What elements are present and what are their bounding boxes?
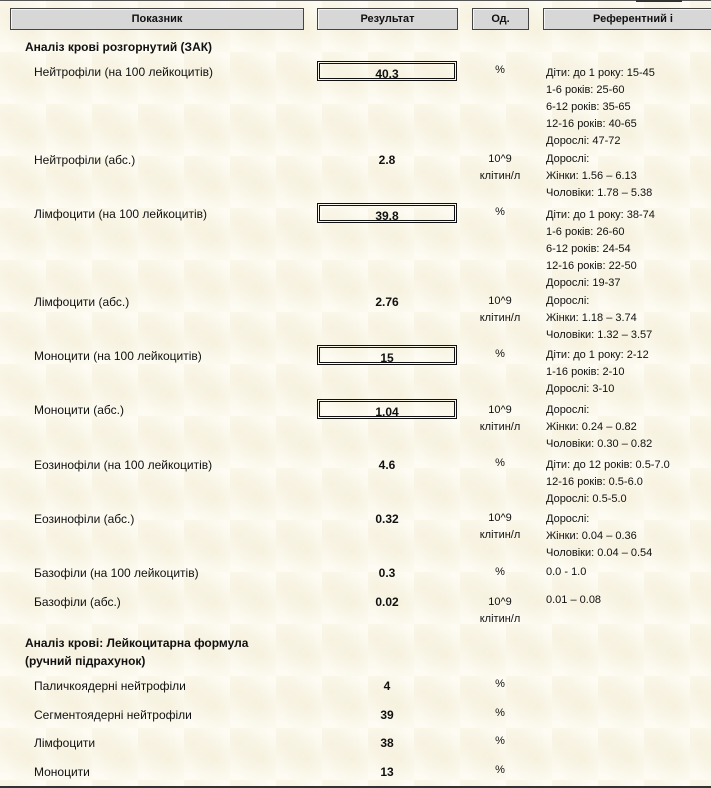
row-unit: 10^9 клітин/л — [479, 512, 521, 541]
section-title-cbc: Аналіз крові розгорнутий (ЗАК) — [25, 40, 213, 54]
header-reference[interactable]: Референтний і — [543, 8, 711, 30]
row-reference: Дорослі: Жінки: 0.04 – 0.36 Чоловіки: 0.04 – 0.54 — [546, 513, 653, 559]
row-reference: Дорослі: Жінки: 1.18 – 3.74 Чоловіки: 1.32 – 3.57 — [546, 295, 653, 341]
row-reference: Діти: до 1 року: 15-45 1-6 років: 25-60 6-12 років: 35-65 12-16 років: 40-65 Дорослі: 47-72 — [546, 67, 655, 147]
row-unit: % — [495, 566, 505, 578]
row-unit: % — [495, 707, 505, 719]
header-result[interactable]: Результат — [317, 8, 458, 30]
top-divider — [0, 0, 711, 1]
row-reference: Діти: до 12 років: 0.5-7.0 12-16 років: 0.5-6.0 Дорослі: 0.5-5.0 — [546, 459, 670, 505]
row-value: 39.8 — [317, 203, 457, 223]
row-unit: % — [495, 206, 505, 218]
row-unit: % — [495, 457, 505, 469]
row-reference: Дорослі: Жінки: 1.56 – 6.13 Чоловіки: 1.78 – 5.38 — [546, 153, 653, 199]
row-unit: % — [495, 678, 505, 690]
row-value: 0.02 — [375, 595, 399, 609]
row-name: Нейтрофіли (абс.) — [34, 153, 136, 167]
row-name: Базофіли (абс.) — [34, 595, 121, 609]
row-unit: 10^9 клітин/л — [479, 596, 521, 625]
row-unit: % — [495, 64, 505, 76]
row-name: Еозинофіли (абс.) — [34, 512, 135, 526]
row-name: Сегментоядерні нейтрофіли — [34, 708, 192, 722]
header-indicator[interactable]: Показник — [10, 8, 304, 30]
row-name: Моноцити (на 100 лейкоцитів) — [34, 349, 202, 363]
row-value: 2.76 — [375, 295, 399, 309]
row-name: Лімфоцити — [34, 736, 96, 750]
row-value: 40.3 — [317, 61, 457, 81]
row-value: 4 — [383, 679, 391, 693]
row-name: Лімфоцити (на 100 лейкоцитів) — [34, 207, 207, 221]
row-unit: 10^9 клітин/л — [479, 153, 521, 182]
row-name: Моноцити — [34, 765, 90, 779]
row-unit: % — [495, 764, 505, 776]
row-value: 2.8 — [378, 153, 396, 167]
row-reference: Дорослі: Жінки: 0.24 – 0.82 Чоловіки: 0.30 – 0.82 — [546, 404, 653, 450]
header-unit[interactable]: Од. — [472, 8, 529, 30]
row-unit: 10^9 клітин/л — [479, 404, 521, 433]
row-value: 4.6 — [378, 458, 396, 472]
row-name: Еозинофіли (на 100 лейкоцитів) — [34, 458, 213, 472]
row-reference: Діти: до 1 року: 38-74 1-6 років: 26-60 6-12 років: 24-54 12-16 років: 22-50 Дорослі: 19-37 — [546, 209, 655, 289]
row-reference: 0.01 – 0.08 — [546, 594, 602, 606]
section-title-leukocyte-formula: Аналіз крові: Лейкоцитарна формула (ручний підрахунок) — [25, 636, 249, 668]
row-unit: % — [495, 348, 505, 360]
row-unit: % — [495, 735, 505, 747]
row-name: Базофіли (на 100 лейкоцитів) — [34, 566, 199, 580]
row-value: 13 — [380, 765, 394, 779]
row-reference: Діти: до 1 року: 2-12 1-16 років: 2-10 Дорослі: 3-10 — [546, 349, 649, 395]
row-value: 15 — [317, 345, 457, 365]
row-value: 38 — [380, 736, 394, 750]
row-name: Нейтрофіли (на 100 лейкоцитів) — [34, 65, 213, 79]
row-name: Паличкоядерні нейтрофіли — [34, 679, 186, 693]
tab-stub — [636, 0, 682, 2]
row-reference: 0.0 - 1.0 — [546, 566, 587, 578]
row-value: 39 — [380, 708, 394, 722]
row-name: Моноцити (абс.) — [34, 403, 124, 417]
row-value: 0.3 — [378, 566, 396, 580]
row-name: Лімфоцити (абс.) — [34, 295, 130, 309]
row-value: 0.32 — [375, 512, 399, 526]
row-value: 1.04 — [317, 399, 457, 419]
row-unit: 10^9 клітин/л — [479, 295, 521, 324]
